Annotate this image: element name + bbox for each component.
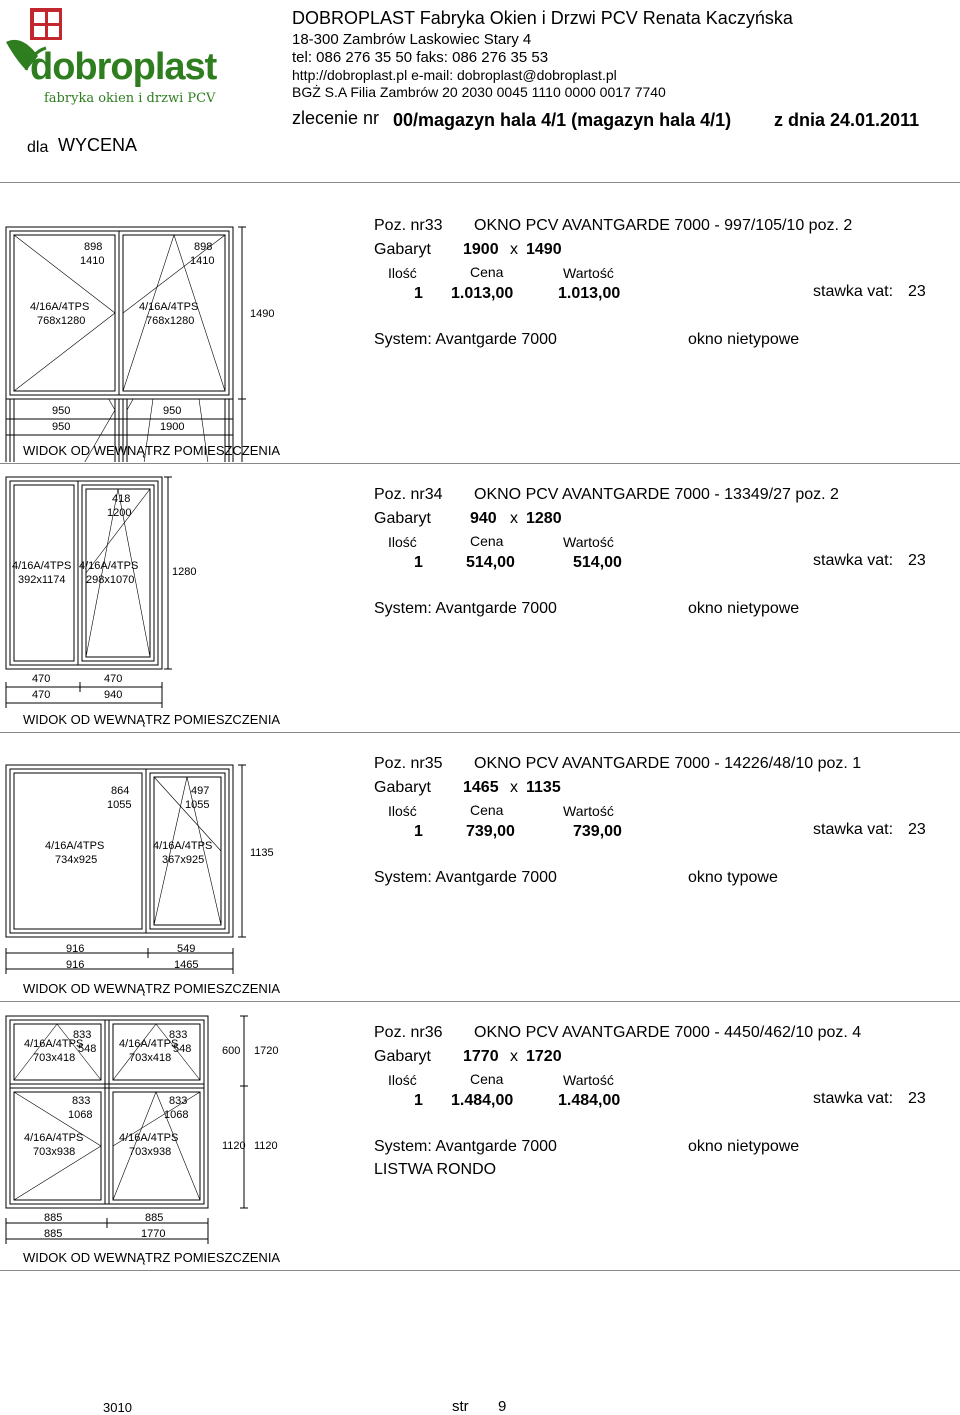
total-value: 739,00 (573, 823, 622, 840)
section-divider (0, 463, 960, 464)
qty-value: 1 (414, 1092, 423, 1109)
dim-label: 885 (145, 1212, 164, 1224)
vat-label: stawka vat: (813, 821, 894, 838)
position-number: Poz. nr35 (374, 755, 443, 772)
gabaryt-width: 1900 (463, 241, 499, 258)
gabaryt-label: Gabaryt (374, 241, 431, 258)
glass-label: 768x1280 (37, 315, 86, 327)
window-type: okno nietypowe (688, 1138, 800, 1155)
glass-label: 298x1070 (86, 574, 135, 586)
price-header: Cena (470, 533, 504, 549)
window-drawing-36 (0, 1012, 320, 1262)
position-title: OKNO PCV AVANTGARDE 7000 - 4450/462/10 poz. 4 (474, 1024, 862, 1041)
value-header: Wartość (563, 803, 614, 819)
view-caption: WIDOK OD WEWNĄTRZ POMIESZCZENIA (23, 712, 281, 727)
gabaryt-label: Gabaryt (374, 510, 431, 527)
system-label: System: Avantgarde 7000 (374, 331, 557, 348)
view-caption: WIDOK OD WEWNĄTRZ POMIESZCZENIA (23, 443, 281, 458)
gabaryt-width: 1465 (463, 779, 499, 796)
dim-label: 950 (52, 421, 71, 433)
dim-label: 470 (104, 673, 123, 685)
glass-label: 4/16A/4TPS (24, 1038, 84, 1050)
vat-value: 23 (908, 821, 926, 838)
dim-label: 470 (32, 689, 51, 701)
qty-header: Ilość (388, 265, 417, 281)
glass-label: 4/16A/4TPS (45, 840, 105, 852)
vat-label: stawka vat: (813, 283, 894, 300)
total-value: 514,00 (573, 554, 622, 571)
glass-label: 4/16A/4TPS (24, 1132, 84, 1144)
height-label: 1120 (222, 1140, 246, 1152)
company-name: DOBROPLAST Fabryka Okien i Drzwi PCV Renata Kaczyńska (292, 8, 793, 28)
position-number: Poz. nr33 (374, 217, 443, 234)
glass-label: 392x1174 (18, 574, 66, 586)
vat-value: 23 (908, 1090, 926, 1107)
company-web: http://dobroplast.pl e-mail: dobroplast@dobroplast.pl (292, 67, 617, 83)
sash-label: 548 (173, 1043, 192, 1055)
window-drawing-34 (0, 475, 320, 715)
gabaryt-x: x (510, 1048, 518, 1065)
sash-label: 548 (78, 1043, 97, 1055)
gabaryt-height: 1490 (526, 241, 562, 258)
sash-label: 898 (194, 241, 213, 253)
sash-label: 864 (111, 785, 130, 797)
vat-label: stawka vat: (813, 1090, 894, 1107)
height-label: 1490 (250, 308, 275, 320)
glass-label: 703x418 (129, 1052, 172, 1064)
order-label: zlecenie nr (292, 108, 380, 128)
logo-name: dobroplast (30, 46, 217, 88)
gabaryt-width: 940 (470, 510, 497, 527)
dim-label: 916 (66, 959, 85, 971)
glass-label: 367x925 (162, 854, 205, 866)
sash-label: 898 (84, 241, 103, 253)
vat-label: stawka vat: (813, 552, 894, 569)
footer-code: 3010 (103, 1400, 132, 1415)
logo (0, 0, 240, 112)
value-header: Wartość (563, 1072, 614, 1088)
sash-label: 833 (73, 1029, 92, 1041)
position-title: OKNO PCV AVANTGARDE 7000 - 14226/48/10 poz. 1 (474, 755, 862, 772)
glass-label: 703x938 (129, 1146, 172, 1158)
section-divider (0, 732, 960, 733)
height-label: 600 (222, 1045, 241, 1057)
gabaryt-width: 1770 (463, 1048, 499, 1065)
height-label: 1280 (172, 566, 197, 578)
glass-label: 4/16A/4TPS (119, 1132, 179, 1144)
window-type: okno nietypowe (688, 331, 800, 348)
window-type: okno typowe (688, 869, 778, 886)
sash-label: 418 (112, 493, 131, 505)
glass-label: 703x418 (33, 1052, 76, 1064)
sash-label: 1055 (107, 799, 132, 811)
company-phone: tel: 086 276 35 50 faks: 086 276 35 53 (292, 49, 549, 66)
qty-header: Ilość (388, 803, 417, 819)
height-label: 1120 (254, 1140, 278, 1152)
order-date: z dnia 24.01.2011 (774, 110, 920, 130)
position-number: Poz. nr34 (374, 486, 443, 503)
extra-note: LISTWA RONDO (374, 1161, 497, 1178)
order-value: 00/magazyn hala 4/1 (magazyn hala 4/1) (393, 110, 732, 130)
total-value: 1.484,00 (558, 1092, 621, 1109)
sash-label: 1068 (68, 1109, 93, 1121)
dim-label: 950 (52, 405, 71, 417)
dim-label: 940 (104, 689, 123, 701)
sash-label: 1410 (190, 255, 215, 267)
total-value: 1.013,00 (558, 285, 621, 302)
price-value: 1.013,00 (451, 285, 514, 302)
glass-label: 4/16A/4TPS (153, 840, 213, 852)
qty-header: Ilość (388, 1072, 417, 1088)
gabaryt-height: 1720 (526, 1048, 562, 1065)
position-number: Poz. nr36 (374, 1024, 443, 1041)
for-value: WYCENA (58, 135, 138, 155)
glass-label: 4/16A/4TPS (12, 560, 72, 572)
price-value: 739,00 (466, 823, 515, 840)
price-value: 1.484,00 (451, 1092, 514, 1109)
system-label: System: Avantgarde 7000 (374, 600, 557, 617)
sash-label: 1055 (185, 799, 210, 811)
gabaryt-label: Gabaryt (374, 779, 431, 796)
price-value: 514,00 (466, 554, 515, 571)
dim-label: 950 (163, 405, 182, 417)
position-title: OKNO PCV AVANTGARDE 7000 - 997/105/10 poz. 2 (474, 217, 853, 234)
price-header: Cena (470, 264, 504, 280)
dim-label: 1465 (174, 959, 199, 971)
window-drawing-33 (0, 222, 320, 462)
header-divider (0, 182, 960, 183)
qty-value: 1 (414, 554, 423, 571)
glass-label: 768x1280 (146, 315, 195, 327)
sash-label: 1200 (107, 507, 132, 519)
dim-label: 1900 (160, 421, 185, 433)
glass-label: 4/16A/4TPS (30, 301, 90, 313)
gabaryt-x: x (510, 779, 518, 796)
glass-label: 703x938 (33, 1146, 76, 1158)
system-label: System: Avantgarde 7000 (374, 869, 557, 886)
window-drawing-35 (0, 760, 320, 1000)
page-number: 9 (498, 1398, 507, 1415)
sash-label: 1068 (164, 1109, 189, 1121)
sash-label: 497 (191, 785, 210, 797)
value-header: Wartość (563, 265, 614, 281)
sash-label: 1410 (80, 255, 105, 267)
position-title: OKNO PCV AVANTGARDE 7000 - 13349/27 poz. 2 (474, 486, 839, 503)
view-caption: WIDOK OD WEWNĄTRZ POMIESZCZENIA (23, 1250, 281, 1265)
dim-label: 549 (177, 943, 196, 955)
dim-label: 1770 (141, 1228, 166, 1240)
qty-value: 1 (414, 823, 423, 840)
qty-value: 1 (414, 285, 423, 302)
dim-label: 885 (44, 1228, 63, 1240)
glass-label: 4/16A/4TPS (139, 301, 199, 313)
gabaryt-height: 1280 (526, 510, 562, 527)
dim-label: 470 (32, 673, 51, 685)
glass-label: 734x925 (55, 854, 98, 866)
system-label: System: Avantgarde 7000 (374, 1138, 557, 1155)
gabaryt-height: 1135 (526, 779, 561, 796)
height-label: 1720 (254, 1045, 279, 1057)
page-label: str (452, 1398, 469, 1415)
company-bank: BGŻ S.A Filia Zambrów 20 2030 0045 1110 0000 0017 7740 (292, 84, 666, 100)
price-header: Cena (470, 1071, 504, 1087)
gabaryt-x: x (510, 510, 518, 527)
dim-label: 916 (66, 943, 85, 955)
sash-label: 833 (72, 1095, 91, 1107)
vat-value: 23 (908, 552, 926, 569)
logo-tagline: fabryka okien i drzwi PCV (44, 91, 216, 106)
gabaryt-label: Gabaryt (374, 1048, 431, 1065)
glass-label: 4/16A/4TPS (119, 1038, 179, 1050)
window-type: okno nietypowe (688, 600, 800, 617)
price-header: Cena (470, 802, 504, 818)
vat-value: 23 (908, 283, 926, 300)
qty-header: Ilość (388, 534, 417, 550)
height-label: 1135 (250, 847, 274, 859)
gabaryt-x: x (510, 241, 518, 258)
value-header: Wartość (563, 534, 614, 550)
view-caption: WIDOK OD WEWNĄTRZ POMIESZCZENIA (23, 981, 281, 996)
sash-label: 833 (169, 1095, 188, 1107)
for-label: dla (27, 139, 49, 156)
section-divider (0, 1001, 960, 1002)
section-divider (0, 1270, 960, 1271)
sash-label: 833 (169, 1029, 188, 1041)
company-address: 18-300 Zambrów Laskowiec Stary 4 (292, 31, 532, 48)
dim-label: 885 (44, 1212, 63, 1224)
glass-label: 4/16A/4TPS (79, 560, 139, 572)
